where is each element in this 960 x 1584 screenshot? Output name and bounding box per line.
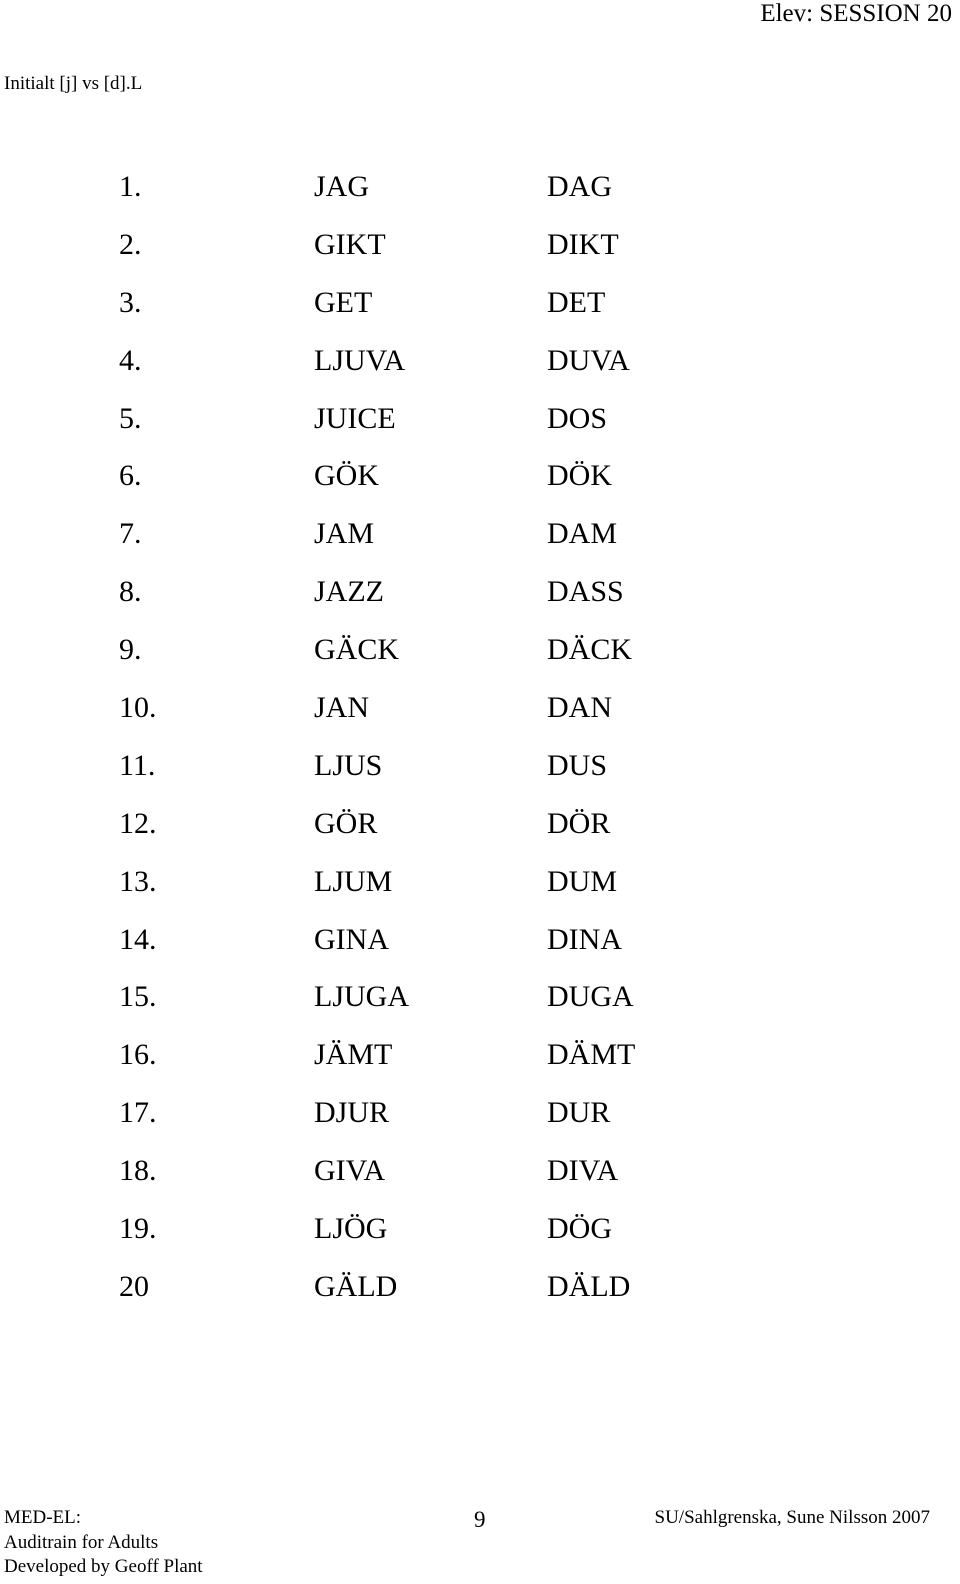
item-number: 4. [119,343,142,377]
d-word: DET [547,285,606,319]
word-pair-row [0,344,960,402]
j-word: LJUS [314,748,383,782]
j-word: GÖK [314,459,379,493]
j-word: JAZZ [314,575,384,609]
j-word: GÖR [314,806,378,840]
word-pair-row [0,1270,960,1328]
item-number: 7. [119,517,142,551]
footer-credit-line: Developed by Geoff Plant [4,1556,203,1577]
d-word: DÄLD [547,1269,631,1303]
word-pair-row [0,286,960,344]
d-word: DÖR [547,806,611,840]
d-word: DUS [547,748,608,782]
word-pair-row [0,575,960,633]
j-word: JUICE [314,401,396,435]
item-number: 11. [119,748,156,782]
d-word: DAM [547,517,618,551]
j-word: GET [314,285,373,319]
j-word: JAG [314,170,370,203]
d-word: DUVA [547,343,630,377]
d-word: DASS [547,575,624,609]
d-word: DIKT [547,227,619,261]
d-word: DÖG [547,1212,612,1246]
item-number: 9. [119,633,142,667]
word-pair-row [0,1038,960,1096]
word-pair-row [0,691,960,749]
word-pair-row [0,459,960,517]
j-word: GIKT [314,227,386,261]
item-number: 5. [119,401,142,435]
item-number: 20 [119,1269,149,1303]
d-word: DUGA [547,980,634,1014]
j-word: LJUVA [314,343,406,377]
item-number: 10. [119,691,157,725]
j-word: JÄMT [314,1038,393,1072]
d-word: DÄCK [547,633,633,667]
word-pair-row [0,923,960,981]
d-word: DAG [547,170,612,203]
item-number: 16. [119,1038,157,1072]
word-pair-list [0,170,960,1328]
session-label: Elev: SESSION 20 [760,0,952,27]
j-word: JAN [314,691,370,725]
j-word: JAM [314,517,375,551]
word-pair-row [0,1096,960,1154]
item-number: 2. [119,227,142,261]
item-number: 15. [119,980,157,1014]
j-word: GÄCK [314,633,400,667]
word-pair-row [0,170,960,228]
footer-copyright: SU/Sahlgrenska, Sune Nilsson 2007 [654,1507,930,1528]
word-pair-row [0,980,960,1038]
d-word: DAN [547,691,612,725]
word-pair-row [0,402,960,460]
item-number: 1. [119,170,142,203]
item-number: 6. [119,459,142,493]
j-word: DJUR [314,1096,390,1130]
word-pair-row [0,865,960,923]
j-word: GIVA [314,1154,386,1188]
d-word: DÄMT [547,1038,636,1072]
item-number: 13. [119,864,157,898]
item-number: 17. [119,1096,157,1130]
j-word: GÄLD [314,1269,398,1303]
item-number: 8. [119,575,142,609]
word-pair-row [0,807,960,865]
item-number: 18. [119,1154,157,1188]
d-word: DUR [547,1096,611,1130]
item-number: 3. [119,285,142,319]
document-subtitle: Initialt [j] vs [d].L [4,73,143,94]
j-word: GINA [314,922,389,956]
footer-credits [4,1506,203,1580]
page-number: 9 [474,1507,486,1532]
j-word: LJUM [314,864,393,898]
j-word: LJÖG [314,1212,388,1246]
d-word: DUM [547,864,618,898]
j-word: LJUGA [314,980,409,1014]
d-word: DINA [547,922,622,956]
word-pair-row [0,1212,960,1270]
d-word: DIVA [547,1154,619,1188]
word-pair-row [0,633,960,691]
item-number: 19. [119,1212,157,1246]
word-pair-row [0,517,960,575]
word-pair-row [0,749,960,807]
word-pair-row [0,1154,960,1212]
word-pair-row [0,228,960,286]
footer-credit-line: MED-EL: [4,1507,82,1528]
d-word: DOS [547,401,608,435]
d-word: DÖK [547,459,612,493]
item-number: 14. [119,922,157,956]
footer-credit-line: Auditrain for Adults [4,1531,159,1553]
item-number: 12. [119,806,157,840]
